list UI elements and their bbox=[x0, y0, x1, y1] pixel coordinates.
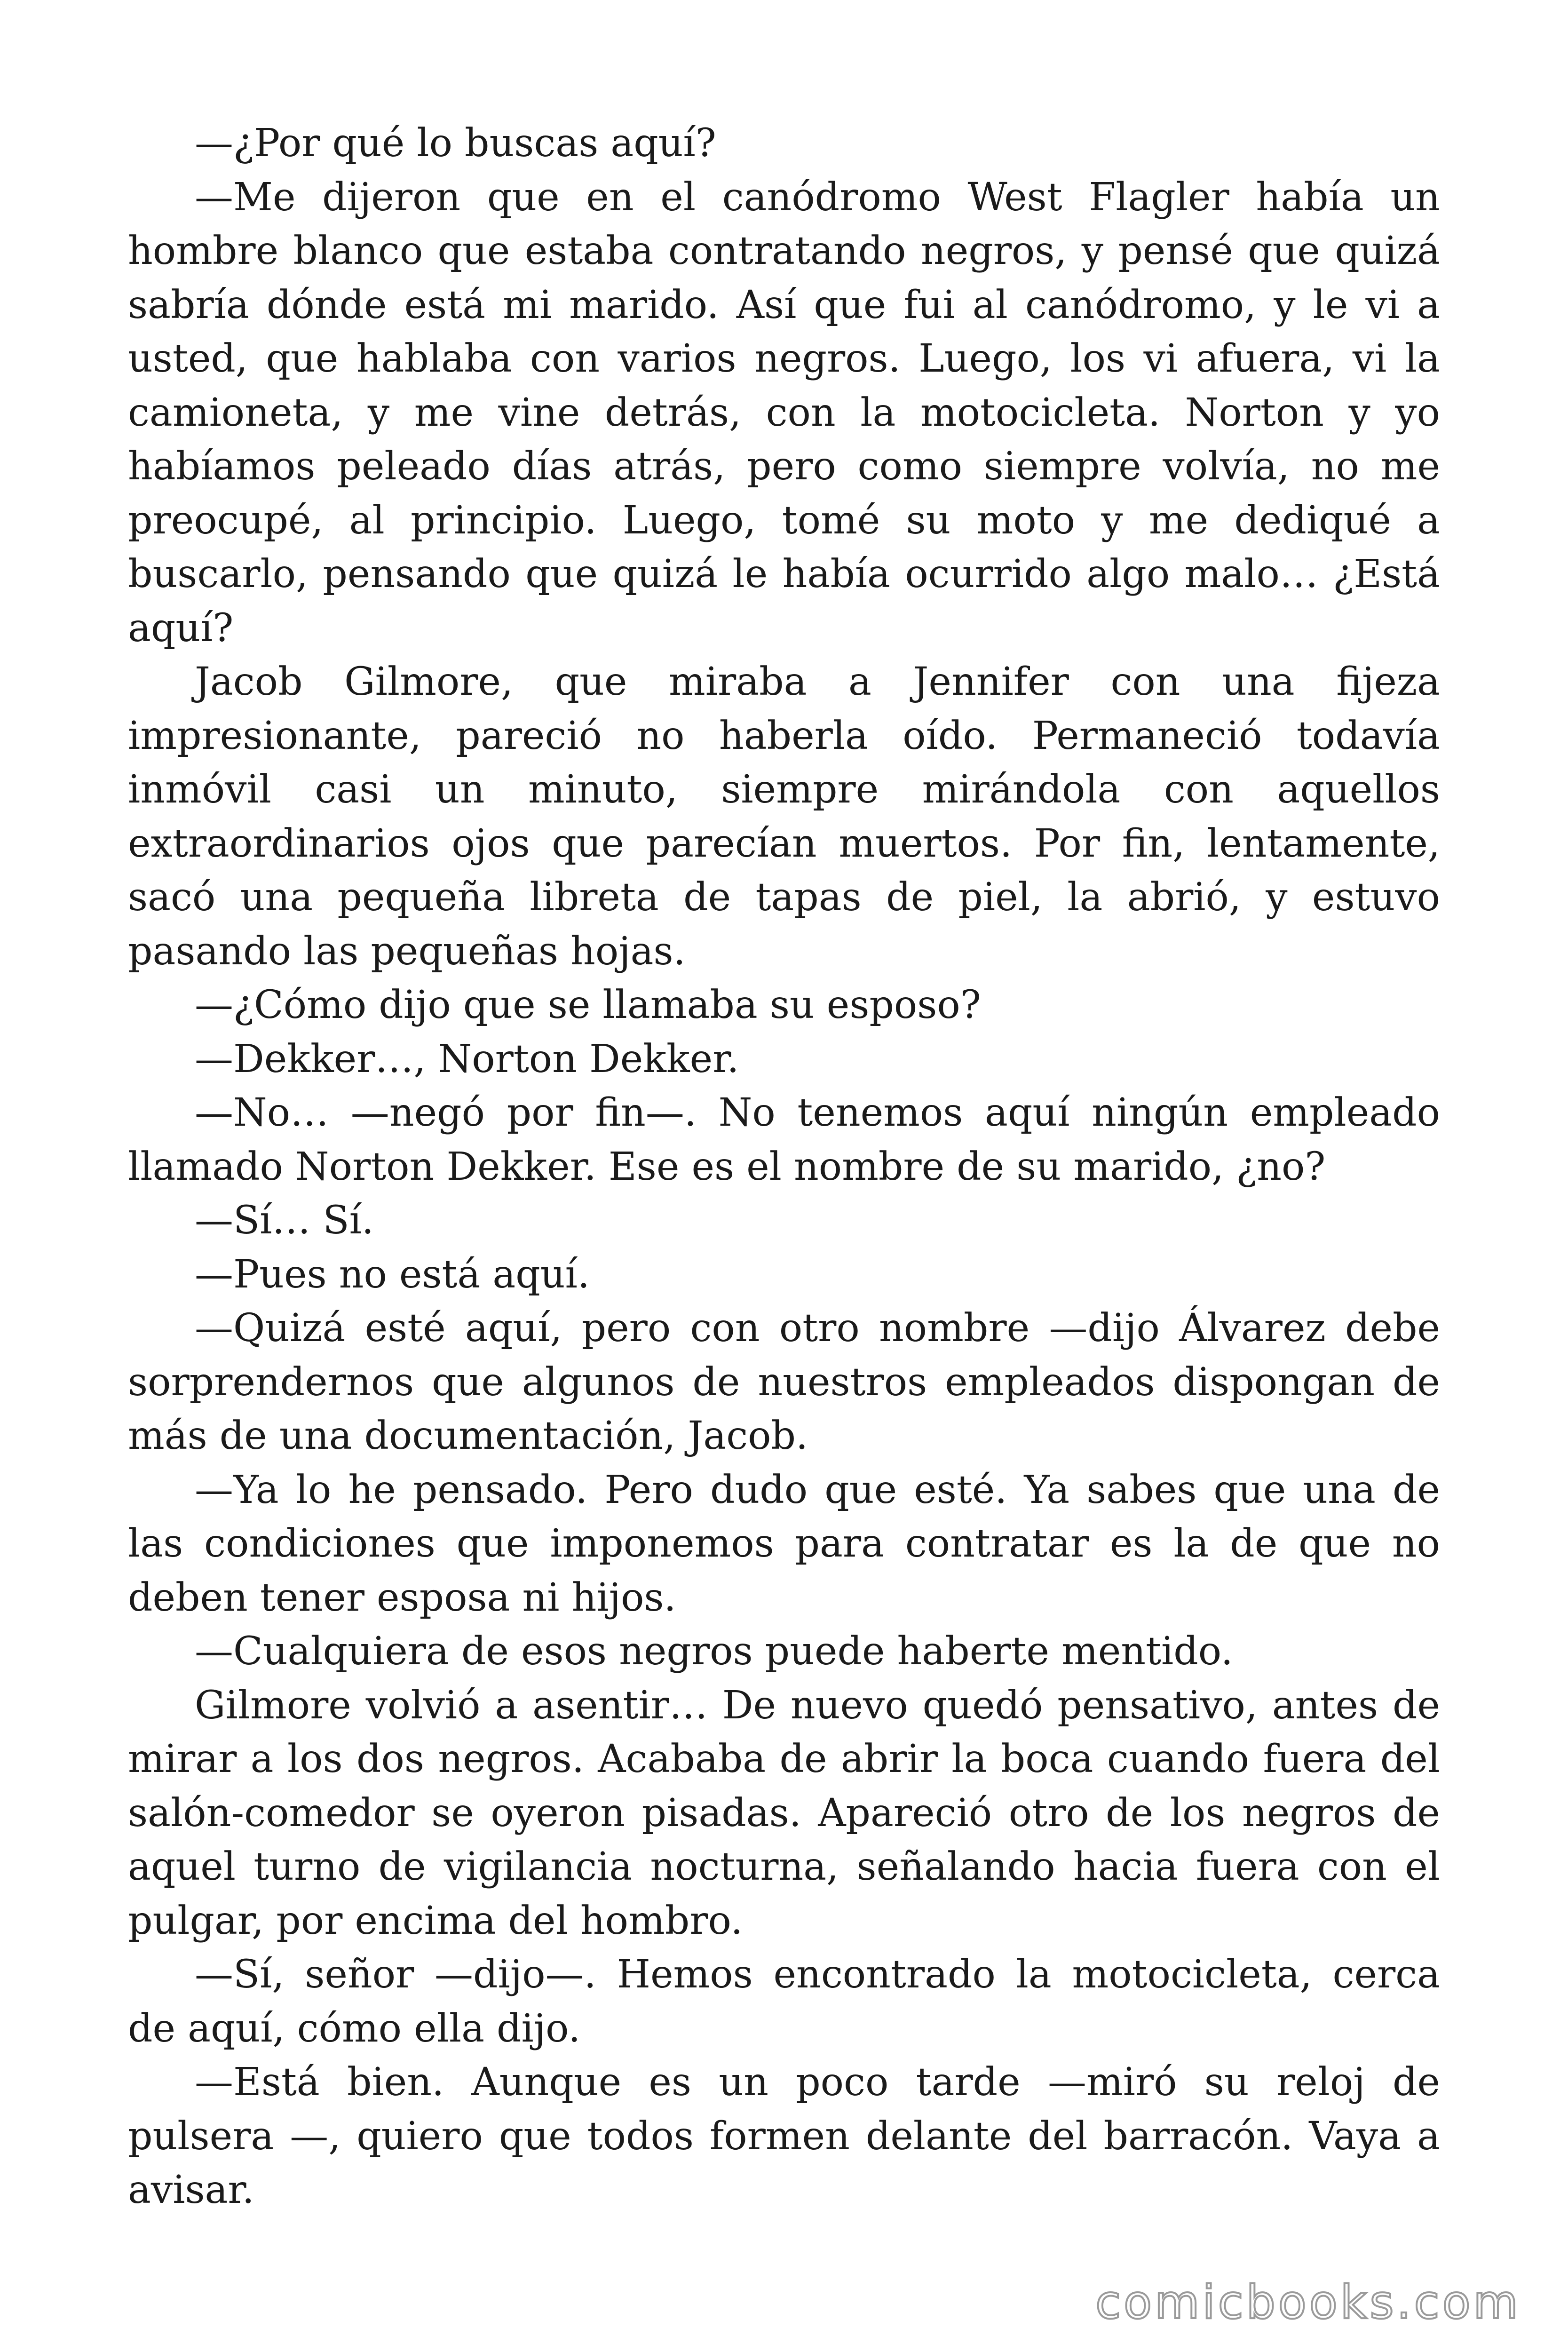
paragraph-10: —Ya lo he pensado. Pero dudo que esté. Ya sabes que una de las condiciones que imponemos para contratar es la de que no deben tener esposa ni hijos. bbox=[128, 1467, 1440, 1620]
page-text bbox=[128, 117, 1440, 2217]
paragraph-5: —Dekker…, Norton Dekker. bbox=[195, 1036, 739, 1081]
paragraph-6: —No… —negó por fin—. No tenemos aquí ningún empleado llamado Norton Dekker. Ese es el nombre de su marido, ¿no? bbox=[128, 1090, 1440, 1189]
paragraph-2: —Me dijeron que en el canódromo West Flagler había un hombre blanco que estaba contratando negros, y pensé que quizá sabría dónde está mi marido. Así que fui al canódromo, y le vi a usted, que hablaba con varios negros. Luego, los vi afuera, vi la camioneta, y me vine detrás, con la motocicleta. Norton y yo habíamos peleado días atrás, pero como siempre volvía, no me preocupé, al principio. Luego, tomé su moto y me dediqué a buscarlo, pensando que quizá le había ocurrido algo malo… ¿Está aquí? bbox=[128, 175, 1440, 651]
paragraph-1: —¿Por qué lo buscas aquí? bbox=[195, 121, 716, 166]
paragraph-4: —¿Cómo dijo que se llamaba su esposo? bbox=[195, 983, 981, 1027]
paragraph-7: —Sí… Sí. bbox=[195, 1198, 374, 1243]
paragraph-13: —Sí, señor —dijo—. Hemos encontrado la motocicleta, cerca de aquí, cómo ella dijo. bbox=[128, 1952, 1440, 2051]
paragraph-14: —Está bien. Aunque es un poco tarde —miró su reloj de pulsera —, quiero que todos formen delante del barracón. Vaya a avisar. bbox=[128, 2060, 1440, 2212]
paragraph-3: Jacob Gilmore, que miraba a Jennifer con una fijeza impresionante, pareció no haberla oído. Permaneció todavía inmóvil casi un minuto, siempre mirándola con aquellos extraordinarios ojos que parecían muertos. Por fin, lentamente, sacó una pequeña libreta de tapas de piel, la abrió, y estuvo pasando las pequeñas hojas. bbox=[128, 660, 1440, 974]
paragraph-12: Gilmore volvió a asentir… De nuevo quedó pensativo, antes de mirar a los dos negros. Acababa de abrir la boca cuando fuera del salón-comedor se oyeron pisadas. Apareció otro de los negros de aquel turno de vigilancia nocturna, señalando hacia fuera con el pulgar, por encima del hombro. bbox=[128, 1683, 1440, 1943]
paragraph-8: —Pues no está aquí. bbox=[195, 1252, 590, 1297]
paragraph-11: —Cualquiera de esos negros puede haberte mentido. bbox=[195, 1629, 1233, 1674]
paragraph-9: —Quizá esté aquí, pero con otro nombre —dijo Álvarez debe sorprendernos que algunos de nuestros empleados dispongan de más de una documentación, Jacob. bbox=[128, 1306, 1440, 1458]
watermark: comicbooks.com bbox=[1095, 2276, 1521, 2329]
